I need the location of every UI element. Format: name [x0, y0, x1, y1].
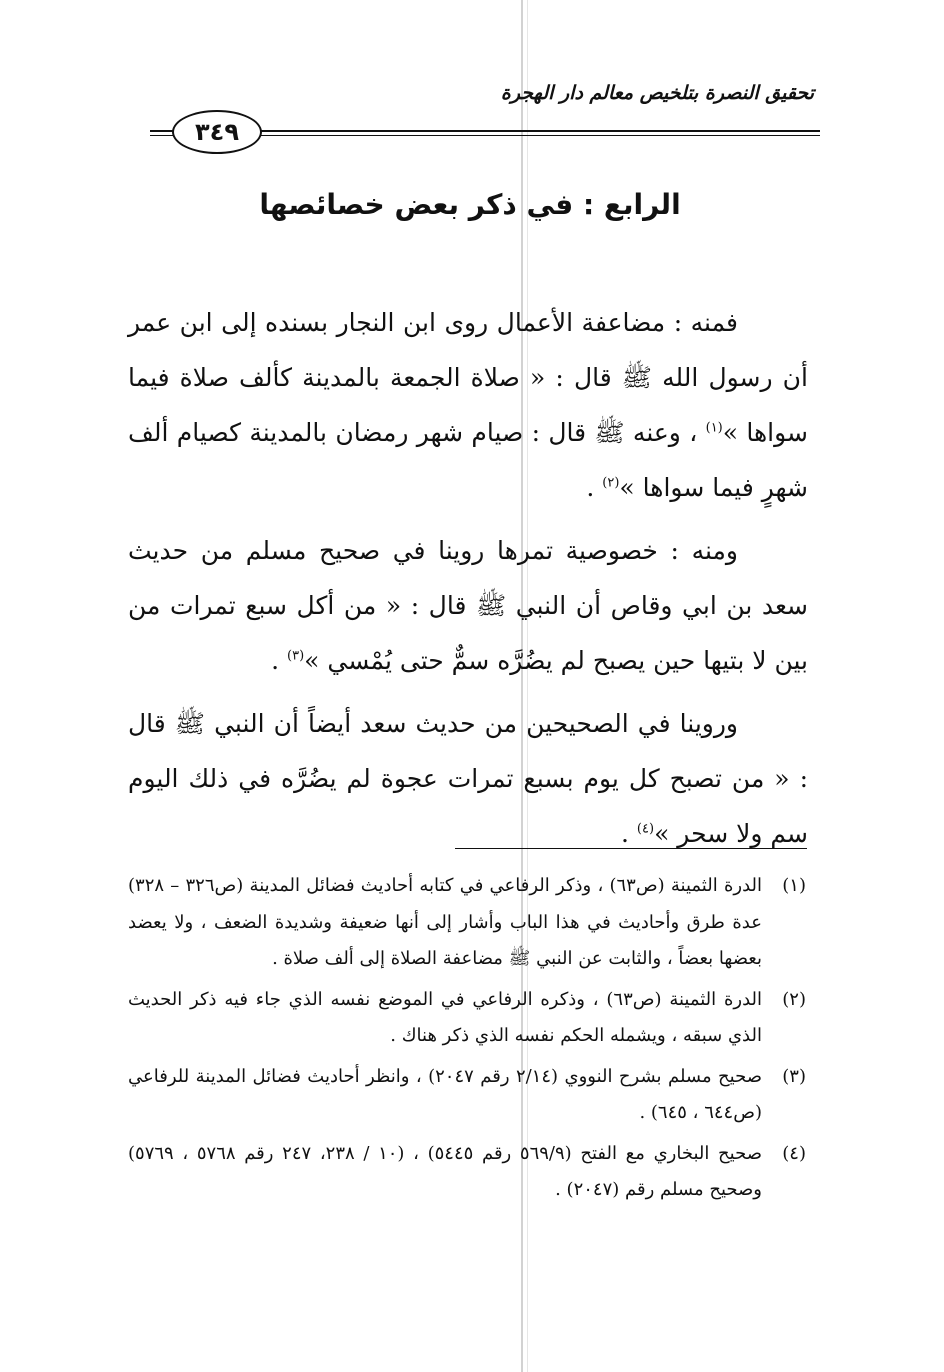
- footnote-marker: (٤): [782, 1142, 806, 1164]
- footnote-item: [128, 982, 806, 1055]
- running-title: تحقيق النصرة بتلخيص معالم دار الهجرة: [500, 82, 814, 104]
- footnote-ref: (٣): [287, 648, 305, 664]
- footnote-item: [128, 1136, 806, 1209]
- footnote-text: الدرة الثمينة (ص٦٣) ، وذكره الرفاعي في الموضع نفسه الذي جاء فيه ذكر الحديث الذي سبقه ، ويشمله الحكم نفسه الذي ذكر هناك .: [128, 988, 763, 1046]
- footnotes: [128, 868, 806, 1213]
- paragraph-dates: [128, 523, 808, 688]
- page-number-badge: [172, 110, 262, 154]
- footnote-marker: (٣): [782, 1065, 806, 1087]
- footnote-item: [128, 868, 806, 978]
- footnote-separator: [455, 848, 807, 849]
- paragraph-ajwa-dates: [128, 696, 808, 861]
- page-number: ٣٤٩: [195, 118, 239, 146]
- paragraph-text: وروينا في الصحيحين من حديث سعد أيضاً أن النبي ﷺ قال : « من تصبح كل يوم بسبع تمرات عجوة لم يضُرَّه في ذلك اليوم سم ولا سحر »: [128, 709, 808, 848]
- footnote-marker: (١): [782, 875, 806, 896]
- paragraph-text: .: [621, 819, 637, 848]
- footnote-text: صحيح البخاري مع الفتح (٥٦٩/٩ رقم ٥٤٤٥) ، (١٠ / ٢٣٨، ٢٤٧ رقم ٥٧٦٨ ، ٥٧٦٩) وصحيح مسلم رقم (٢٠٤٧) .: [128, 1142, 762, 1200]
- footnote-text: صحيح مسلم بشرح النووي (٢/١٤ رقم ٢٠٤٧) ، وانظر أحاديث فضائل المدينة للرفاعي (ص٦٤٤ ، ٦٤٥) .: [128, 1065, 762, 1123]
- footnote-ref: (١): [705, 420, 723, 436]
- paragraph-text: فمنه : مضاعفة الأعمال روى ابن النجار بسنده إلى ابن عمر أن رسول الله ﷺ قال : « صلاة الجمعة بالمدينة كألف صلاة فيما سواها »: [128, 308, 808, 447]
- main-text: [128, 295, 808, 869]
- paragraph-text: ، وعنه ﷺ قال : صيام شهر رمضان بالمدينة كصيام ألف شهرٍ فيما سواها »: [128, 418, 808, 502]
- chapter-heading: الرابع : في ذكر بعض خصائصها: [259, 188, 681, 221]
- footnote-text: الدرة الثمينة (ص٦٣) ، وذكر الرفاعي في كتابه أحاديث فضائل المدينة (ص٣٢٦ – ٣٢٨) عدة طرق وأحاديث في هذا الباب وأشار إلى أنها ضعيفة وشديدة الضعف ، ولا يعضد بعضها بعضاً ، والثابت عن النبي ﷺ مضاعفة الصلاة إلى ألف صلاة .: [128, 875, 762, 969]
- paragraph-virtues-of-deeds: [128, 295, 808, 515]
- paragraph-text: ومنه : خصوصية تمرها روينا في صحيح مسلم من حديث سعد بن ابي وقاص أن النبي ﷺ قال : « من أكل سبع تمرات من بين لا بتيها حين يصبح لم يضُرَّه سمٌّ حتى يُمْسي »: [128, 536, 808, 675]
- paragraph-text: .: [271, 646, 287, 675]
- footnote-marker: (٢): [782, 988, 806, 1010]
- footnote-item: [128, 1059, 806, 1132]
- footnote-ref: (٤): [636, 821, 655, 837]
- footnote-ref: (٢): [602, 475, 620, 491]
- paragraph-text: .: [586, 473, 603, 502]
